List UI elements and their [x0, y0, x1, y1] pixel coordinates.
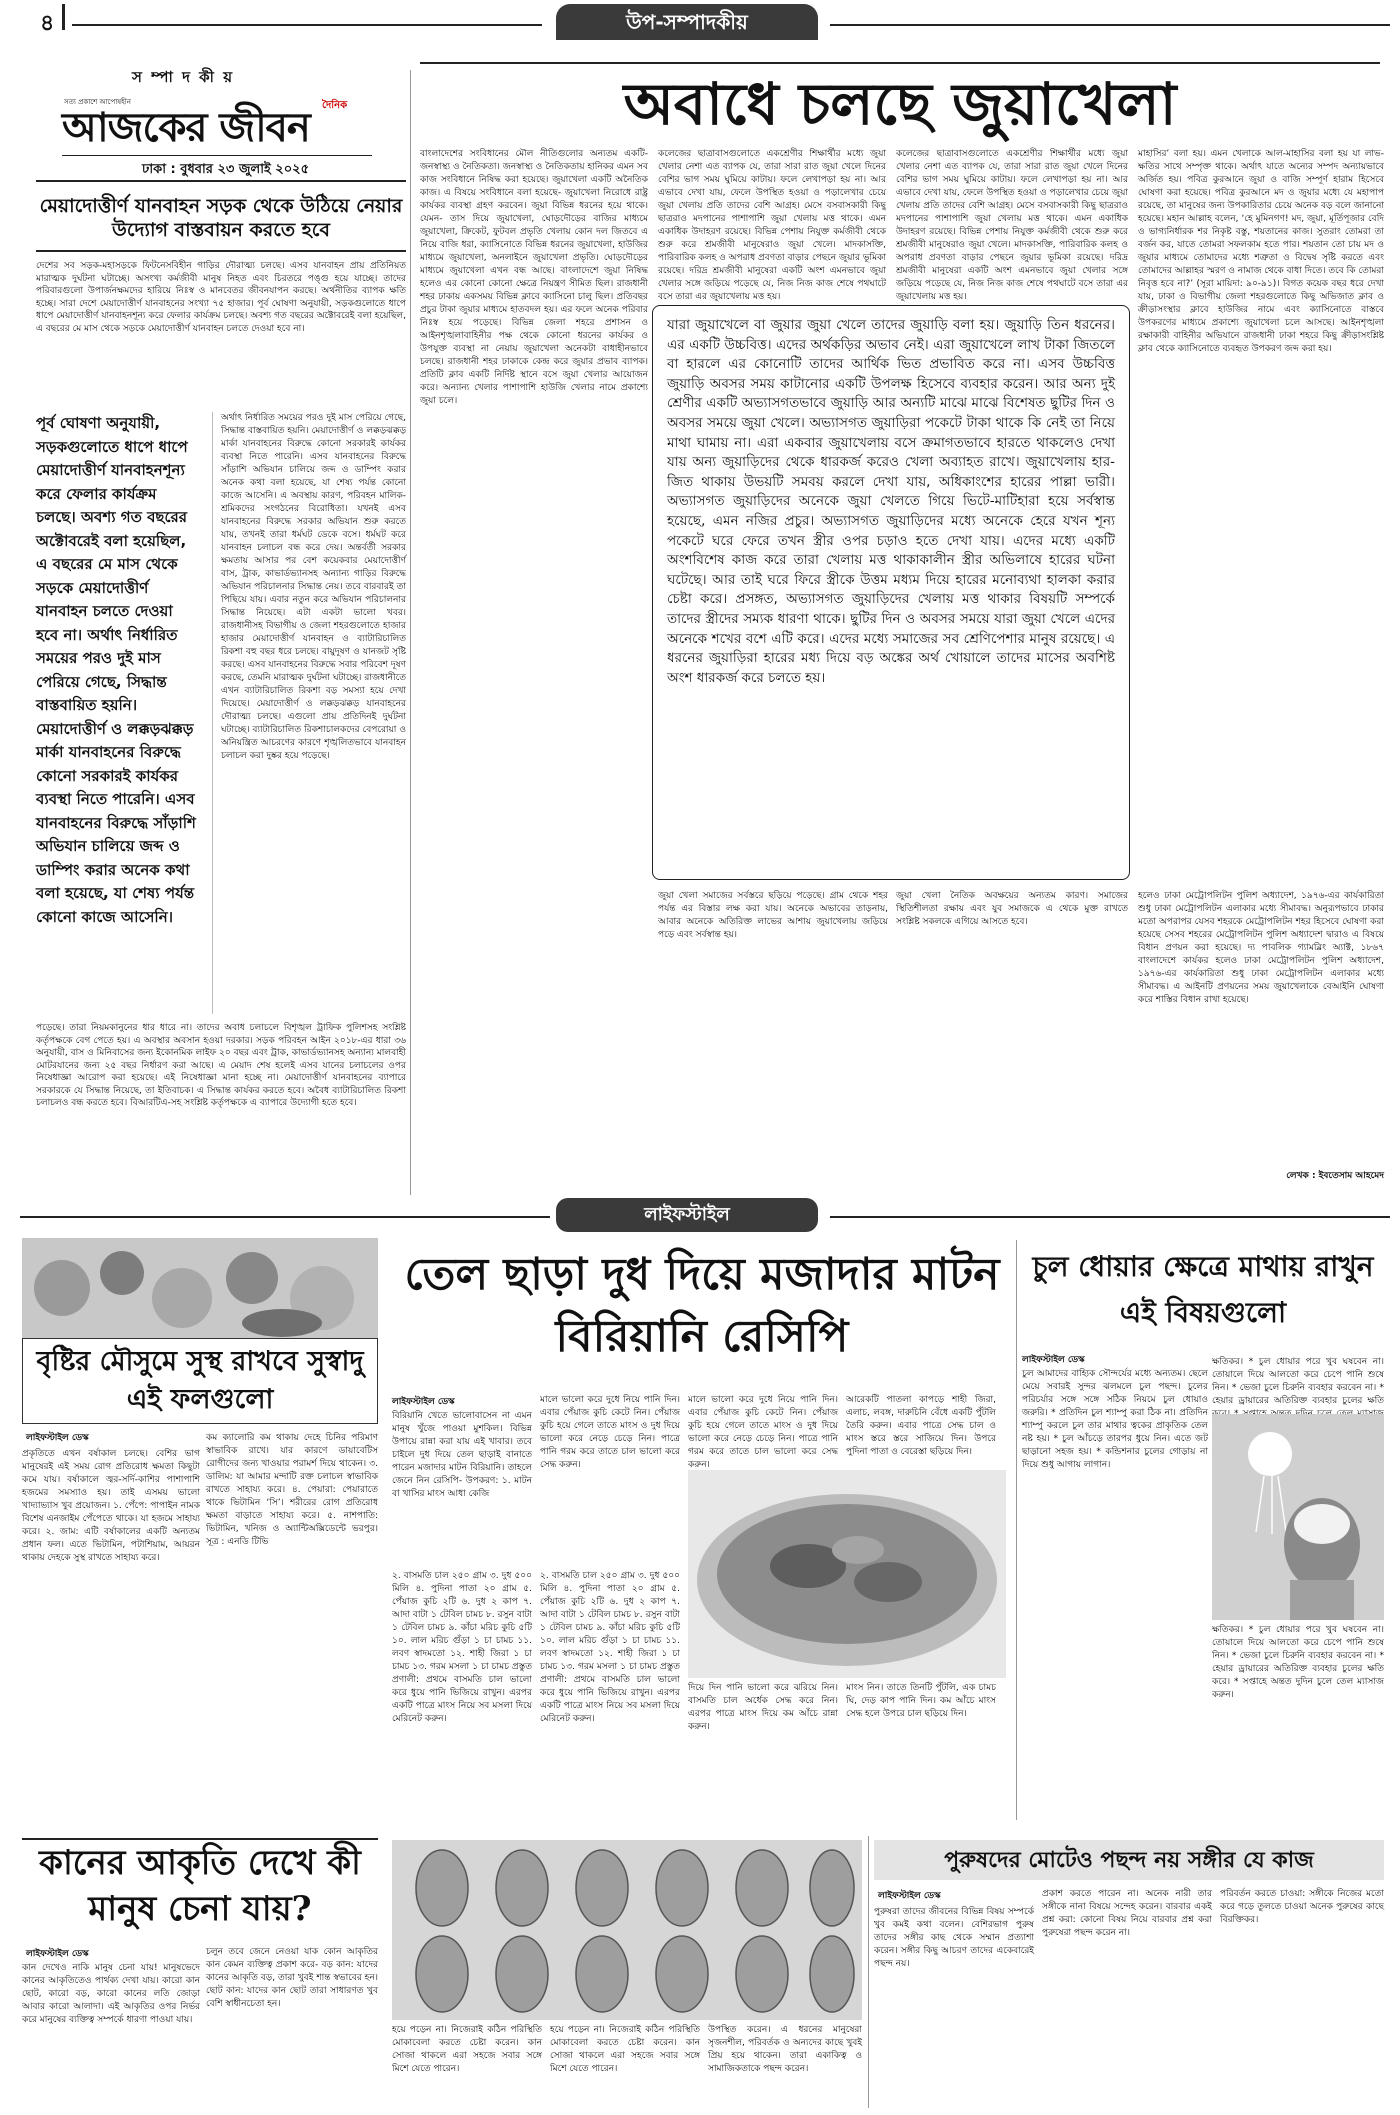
- ear-desk: লাইফস্টাইল ডেস্ক: [26, 1949, 89, 1959]
- partner-body: পুরুষরা তাদের জীবনের বিভিন্ন বিষয় সম্পর্কে খুব কমই কথা বলেন। বেশিরভাগ পুরুষ তাদের সঙ্গীর কাছ থেকে সম্মান প্রত্যাশা করেন। সঙ্গীর কিছু আচরণ তাদের একেবারেই পছন্দ নয়।: [874, 1907, 1034, 1969]
- ears-photo: [392, 1840, 862, 2020]
- ear-body-2: চলুন তবে জেনে নেওয়া যাক কোন আকৃতির কান কেমন ব্যক্তিত্ব প্রকাশ করে- বড় কান: যাদের কানের আকৃতি বড়, তারা খুবই শান্ত স্বভাবের হন। ছোট কান: যাদের কান ছোট তারা সাধারণত খুব বেশি স্বাধীনচেতা হন।: [206, 1947, 378, 2009]
- divider: [830, 1216, 1390, 1218]
- divider: [410, 70, 411, 1195]
- divider: [20, 1216, 550, 1218]
- biryani-desk: লাইফস্টাইল ডেস্ক: [392, 1397, 455, 1407]
- section-tab-lifestyle: লাইফস্টাইল: [556, 1198, 818, 1232]
- divider: [72, 24, 542, 26]
- editorial-side-text: অর্থাৎ নির্ধারিত সময়ের পরও দুই মাস পেরিয়ে গেছে, সিদ্ধান্ত বাস্তবায়িত হয়নি। মেয়াদোত্তীর্ণ ও লক্কড়ঝক্কড় মার্কা যানবাহনের বিরুদ্ধে কোনো সরকারই কার্যকর ব্যবস্থা নিতে পারেনি। এসব যানবাহনের বিরুদ্ধে সাঁড়াশি অভিযান চালিয়ে জব্দ ও ডাম্পিং করার অনেক কথা বলা হয়েছে, যা শেষ্য পর্যন্ত কোনো কাজে আসেনি। এ অবস্থায় কারণ, পরিবহন মালিক-শ্রমিকদের সংগঠনের বিরোধিতা। যখনই এসব যানবাহনের বিরুদ্ধে সরকার অভিযান শুরু করতে যায়, তখনই তারা ধর্মঘট ডেকে বসে। ধর্মঘট করে যানবাহন চলাচল বন্ধ করে দেয়। অন্তর্বর্তী সরকার ক্ষমতায় আসার পর বেশ কয়েকবার মেয়াদোত্তীর্ণ বাস, ট্রাক, কাভার্ডভ্যানসহ অন্যান্য গাড়ির বিরুদ্ধে অভিযান পরিচালনার সিদ্ধান্ত নেয়। তবে বারবারই তা পিছিয়ে যায়। এবার নতুন করে অভিযান পরিচালনার সিদ্ধান্ত নিয়েছে। এটা একটা ভালো খবর। রাজধানীসহ বিভাগীয় ও জেলা শহরগুলোতে হাজার হাজার মেয়াদোত্তীর্ণ যানবাহন ও ব্যাটারিচালিত রিকশা বহু বছর ধরে চলছে। বায়ুদূষণ ও যানজট সৃষ্টি করছে। এসব যানবাহনের বিরুদ্ধে সবার পরিবেশ দূষণ করছে, তেমনি মারাত্মক দুর্ঘটনা ঘটাচ্ছে। রাজধানীতে এখন ব্যাটারিচালিত রিকশা বড় সমস্যা হয়ে দেখা দিয়েছে। মেয়াদোত্তীর্ণ ও লক্কড়ঝক্কড় যানবাহনের দৌরাত্ম্য চলছে। এগুলো প্রায় প্রতিদিনই দুর্ঘটনা ঘটাচ্ছে। ব্যাটারিচালিত রিকশাচালকদের বেপরোয়া ও অনিয়ন্ত্রিত আচরণের কারণে শৃঙ্খলিতভাবে যানবাহন চলাচল করা দুষ্কর হয়ে পড়েছে।: [212, 412, 406, 1014]
- divider: [868, 1836, 869, 2108]
- partner-headline: পুরুষদের মোটেও পছন্দ নয় সঙ্গীর যে কাজ: [874, 1840, 1384, 1880]
- column-text-6: হলেও ঢাকা মেট্রোপলিটন পুলিশ অধ্যাদেশ, ১৯৭৬-এর কার্যকারিতা শুধু ঢাকা মেট্রোপলিটন এলাকার মধ্যে সীমাবদ্ধ। অনুরূপভাবে ঢাকার মতো অপরাপর যেসব শহরকে মেট্রোপলিটন শহর হিসেবে ঘোষণা করা হয়েছে সেসব শহরের মেট্রোপলিটন পুলিশ অধ্যাদেশ দ্বারাও এ বিষয়ে বিধান প্রণয়ন করা হয়েছে। দ্য পাবলিক গ্যামব্লিং অ্যাক্ট, ১৮৬৭ বাংলাদেশে কার্যকর হলেও ঢাকা মেট্রোপলিটন পুলিশ অধ্যাদেশ, ১৯৭৬-এর কার্যকারিতা শুধু ঢাকা মেট্রোপলিটন এলাকার মধ্যে সীমাবদ্ধ। এ আইনটি প্রণয়নের সময় জুয়াখেলাকে বেআইনি ঘোষণা করে শাস্তির বিধান রাখা হয়েছে।: [1138, 891, 1384, 1005]
- ear-body-3b: হয়ে পড়েন না। নিজেরাই কঠিন পরিস্থিতি মোকাবেলা করতে চেষ্টা করেন। কান সোজা থাকলে এরা সহজে সবার সঙ্গে মিশে যেতে পারেন।: [550, 2025, 700, 2074]
- hair-illustration: [1212, 1414, 1384, 1620]
- column-text-4: জুয়া খেলা সমাজের সর্বস্তরে ছড়িয়ে পড়েছে। গ্রাম থেকে শহর পর্যন্ত এর বিস্তার লক্ষ করা যায়। অনেকে অভাবের তাড়নায়, আবার অনেকে অতিরিক্ত লাভের আশায় জুয়াখেলায় জড়িয়ে পড়ে এবং সর্বস্বান্ত হয়।: [658, 891, 888, 940]
- ear-body-3: হয়ে পড়েন না। নিজেরাই কঠিন পরিস্থিতি মোকাবেলা করতে চেষ্টা করেন। কান সোজা থাকলে এরা সহজে সবার সঙ্গে মিশে যেতে পারেন।: [392, 2025, 542, 2074]
- hair-photo: [1212, 1414, 1384, 1620]
- divider: [1016, 1240, 1017, 1820]
- fruits-photo: [22, 1238, 378, 1338]
- column-text-1: বাংলাদেশের সংবিধানের মৌল নীতিগুলোর অন্যতম একটি- জনস্বাস্থ্য ও নৈতিকতা। জনস্বাস্থ্য ও নৈতিকতায় হানিকর এমন সব কাজ সংবিধানে নিষিদ্ধ করা হয়েছে। জুয়াখেলা একটি অনৈতিক কাজ। এ বিষয়ে সংবিধানে বলা হয়েছে- জুয়াখেলা নিরোধে রাষ্ট্র কার্যকর ব্যবস্থা গ্রহণ করবেন। জুয়া বিভিন্ন ধরনের হয়ে থাকে। যেমন- তাস দিয়ে জুয়াখেলা, ঘোড়দৌড়ের বাজির মাধ্যমে জুয়াখেলা, ক্রিকেট, ফুটবল প্রভৃতি খেলায় কোন দল জিতবে এ নিয়ে বাজি ধরা, ক্যাসিনোতে বিভিন্ন ধরনের জুয়াখেলা, হাউজির মাধ্যমে জুয়াখেলা, অনলাইনে জুয়াখেলা প্রভৃতি। ঘোড়দৌড়ের মাধ্যমে জুয়াখেলা এখন বন্ধ আছে। বাংলাদেশে জুয়া নিষিদ্ধ হলেও এর কোনো কোনো ক্ষেত্রে নিয়ন্ত্রণ সীমিত ছিল। রাজধানী শহর ঢাকায় একসময় বিভিন্ন ক্লাবে ক্যাসিনো চালু ছিল। প্রতিবছর প্রচুর টাকা জুয়ার মাধ্যমে হাতবদল হয়। এর ফলে অনেক পরিবার নিঃস্ব হয়ে পড়েছে। বিভিন্ন জেলা শহরে প্রশাসন ও আইনশৃঙ্খলাবাহিনীর পক্ষ থেকে কোনো ধরনের কার্যকর ও উপযুক্ত ব্যবস্থা না নেয়ায় জুয়াখেলা অনেকটা বাধাহীনভাবে চলছে। রাজধানী শহর ঢাকাকে কেন্দ্র করে জুয়ার প্রভাব ব্যাপক। প্রতিটি ক্লাব একটি নির্দিষ্ট স্থানে বসে জুয়া খেলার আয়োজন করে। অন্যান্য খেলার পাশাপাশি হাউজি খেলার নামে প্রকাশ্যে জুয়া চলে।: [420, 149, 648, 406]
- masthead-label: স ম্পা দ কী য়: [132, 68, 235, 86]
- biryani-body-1: মালে ভালো করে দুধে নিয়ে পানি দিন। এবার পেঁয়াজ কুচি কেটে নিন। পেঁয়াজ কুচি হয়ে গেলে তাতে মাংস ও দুধ দিয়ে ভালো করে নেড়ে চেড়ে নিন। পাত্রে পানি গরম করে তাতে চাল ভালো করে সেদ্ধ করুন।: [540, 1395, 680, 1470]
- column-text-2b: কলেজের ছাত্রাবাসগুলোতে একশ্রেণীর শিক্ষার্থীর মধ্যে জুয়া খেলার নেশা এত ব্যাপক যে, তারা সারা রাত জুয়া খেলে দিনের বেশির ভাগ সময় ঘুমিয়ে কাটায়। ফলে লেখাপড়া হয় না। আর এভাবে দেখা যায়, ফেলে উপস্থিত হওয়া ও পড়ালেখার চেয়ে জুয়া খেলায় প্রতি তাদের বেশি আগ্রহ। মেসে বসবাসকারী কিছু ছাত্ররাও মদপানের পাশাপাশি জুয়া খেলায় মত্ত থাকে। এমন একাধিক উদাহরণ রয়েছে। বিভিন্ন পেশায় নিযুক্ত কর্মজীবী থেকে শুরু করে শ্রমজীবী মানুষেরাও জুয়া খেলে। মাদকাসক্তি, পারিবারিক কলহ ও অপরাধ প্রবণতা বাড়ার পেছনে জুয়ার ভূমিকা রয়েছে। দরিদ্র শ্রমজীবী মানুষেরা একটি অংশ এমনভাবে জুয়া খেলার সঙ্গে জড়িয়ে পড়েছে যে, নিজ নিজ কাজ শেষে পথঘাটে বসে তারা এর জুয়াখেলায় মত্ত হয়।: [896, 149, 1128, 302]
- divider: [830, 24, 1390, 26]
- ear-headline: কানের আকৃতি দেখে কী মানুষ চেনা যায়?: [22, 1838, 378, 1934]
- partner-desk: লাইফস্টাইল ডেস্ক: [878, 1891, 941, 1901]
- column-text-3: মাহাসির’ বলা হয়। এমন খেলাকে আল-মাহাসির বলা হয় যা লাভ-ক্ষতির সাথে সম্পৃক্ত থাকে। অর্থাৎ যাতে অন্যের সম্পদ অন্যায়ভাবে অর্জিত হয়। পবিত্র কুরআনে জুয়া ও বাজি সম্পূর্ণ হারাম হিসেবে ঘোষণা করা হয়েছে। পবিত্র কুরআনে মদ ও জুয়ার মধ্যে যে মহাপাপ রয়েছে, তা মানুষের জন্য উপকারিতার চেয়ে অনেক বড় বলে জানানো হয়েছে। মহান আল্লাহ বলেন, ‘হে মুমিনগণ! মদ, জুয়া, মূর্তিপূজার বেদি ও ভাগ্যনির্ধারক শর নিকৃষ্ট বস্তু, শয়তানের কাজ। সুতরাং তোমরা তা বর্জন কর, যাতে তোমরা সফলকাম হতে পার। শয়তান তো চায় মদ ও জুয়ার মাধ্যমে তোমাদের মধ্যে শত্রুতা ও বিদ্বেষ সৃষ্টি করতে এবং তোমাদের আল্লাহর স্মরণ ও নামাজ থেকে বাধা দিতে। তবে কি তোমরা নিবৃত্ত হবে না?’ (সূরা মায়িদা: ৯০-৯১)। বিগত কয়েক বছর ধরে দেখা যায়, ঢাকা ও বিভাগীয় জেলা শহরগুলোতে কিছু অভিজাত ক্লাব ও ক্রীড়াসংস্থার ক্লাবে হাউজির নামে এবং ক্যাসিনোতে বাস্তবে উপকরণের মাধ্যমে প্রকাশ্যে জুয়াখেলা চলে আসছে। আইনশৃঙ্খলা রক্ষাকারী বাহিনীর অভিযানে রাজধানী ঢাকা শহরে কিছু ক্রীড়াসংশ্লিষ্ট ক্লাব থেকে ক্যাসিনোতে ব্যবহৃত উপকরণ জব্দ করা হয়।: [1138, 149, 1384, 354]
- masthead-slogan: সত্য প্রকাশে আপোষহীন: [64, 98, 131, 106]
- ears-illustration: [392, 1840, 862, 2020]
- column-text-2: কলেজের ছাত্রাবাসগুলোতে একশ্রেণীর শিক্ষার্থীর মধ্যে জুয়া খেলার নেশা এত ব্যাপক যে, তারা সারা রাত জুয়া খেলে দিনের বেশির ভাগ সময় ঘুমিয়ে কাটায়। ফলে লেখাপড়া হয় না। আর এভাবে দেখা যায়, ফেলে উপস্থিত হওয়া ও পড়ালেখার চেয়ে জুয়া খেলায় প্রতি তাদের বেশি আগ্রহ। মেসে বসবাসকারী কিছু ছাত্ররাও মদপানের পাশাপাশি জুয়া খেলায় মত্ত থাকে। এমন একাধিক উদাহরণ রয়েছে। বিভিন্ন পেশায় নিযুক্ত কর্মজীবী থেকে শুরু করে শ্রমজীবী মানুষেরাও জুয়া খেলে। মাদকাসক্তি, পারিবারিক কলহ ও অপরাধ প্রবণতা বাড়ার পেছনে জুয়ার ভূমিকা রয়েছে। দরিদ্র শ্রমজীবী মানুষেরা একটি অংশ এমনভাবে জুয়া খেলার সঙ্গে জড়িয়ে পড়েছে যে, নিজ নিজ কাজ শেষে পথঘাটে বসে তারা এর জুয়াখেলায় মত্ত হয়।: [658, 149, 886, 302]
- biryani-illustration: [688, 1470, 1006, 1678]
- hair-intro: চুল আমাদের বাহ্যিক সৌন্দর্যের মধ্যে অন্যতম। ছেলে মেয়ে সবারই সুন্দর ঝলমলে চুল পছন্দ। চুলের পরিচর্যার সঙ্গে সঙ্গে সঠিক নিয়মে চুল ধোয়াও জরুরি। * প্রতিদিন চুল শ্যাম্পু করা ঠিক না। প্রতিদিন শ্যাম্পু করলে চুল তার মাথার ত্বকের প্রাকৃতিক তেল নষ্ট হয়। * চুল আঁচড়ে তারপর ধুয়ে নিন। এতে জট ছাড়ানো সহজ হয়। * কন্ডিশনার চুলের গোড়ায় না দিয়ে শুধু আগায় লাগান।: [1022, 1369, 1208, 1470]
- biryani-ingredients: ২. বাসমতি চাল ২৫০ গ্রাম ৩. দুধ ৫০০ মিলি ৪. পুদিনা পাতা ২০ গ্রাম ৫. পেঁয়াজ কুচি ২টি ৬. দুধ ২ কাপ ৭. আদা বাটা ১ টেবিল চামচ ৮. রসুন বাটা ১ টেবিল চামচ ৯. কাঁচা মরিচ কুচি ৫টি ১০. লাল মরিচ গুঁড়া ১ চা চামচ ১১. লবণ স্বাদমতো ১২. শাহী জিরা ১ চা চামচ ১৩. গরম মসলা ১ চা চামচ প্রস্তুত প্রণালী: প্রথমে বাসমতি চাল ভালো করে ধুয়ে পানি ভিজিয়ে রাখুন। এরপর একটি পাত্রে মাংস নিয়ে সব মসলা দিয়ে মেরিনেট করুন।: [392, 1571, 532, 1724]
- ear-body-4: উপস্থিত করেন। এ ধরনের মানুষেরা সৃজনশীল, পরিবর্তক ও অন্যদের কাছে খুবই প্রিয় হয়ে থাকেন। তারা একাকিত্ব ও সামাজিকতাকে পছন্দ করেন।: [708, 2025, 862, 2074]
- masthead: [22, 58, 392, 178]
- fruits-body: প্রকৃতিতে এখন বর্ষাকাল চলছে। বেশির ভাগ মানুষেরই এই সময় রোগ প্রতিরোধ ক্ষমতা কিছুটা কমে যায়। বর্ষাকালে জ্বর-সর্দি-কাশির পাশাপাশি হজমের সমস্যাও হয়। তাই এসময় ভালো খাদ্যাভ্যাস খুব প্রয়োজন। ১. পেঁপে: পাপাইন নামক বিশেষ এনজাইম পেঁপেতে থাকে। যা হজমে সাহায্য করে। ২. জাম: এটি বর্ষাকালের একটি অন্যতম প্রধান ফল। এতে ভিটামিন, পটাশিয়াম, আয়রন থাকায় দেহকে সুস্থ রাখতে সাহায্য করে।: [22, 1449, 200, 1563]
- column-headline: অবাধে চলছে জুয়াখেলা: [420, 62, 1380, 144]
- masthead-dateline: ঢাকা : বুধবার ২৩ জুলাই ২০২৫: [142, 162, 310, 177]
- biryani-intro: বিরিয়ানি খেতে ভালোবাসেন না এমন মানুষ খুঁজে পাওয়া মুশকিল। বিভিন্ন উপায়ে রান্না করা যায় এই খাবার। তবে চাইলে দুধ দিয়ে তেল ছাড়াই বানাতে পারেন মজাদার মাটন বিরিয়ানি। তাহলে জেনে নিন রেসিপি- উপকরণ: ১. মাটন বা খাসির মাংস আধা কেজি: [392, 1411, 532, 1499]
- partner-body-2: প্রকাশ করতে পারেন না। অনেক নারী তার সঙ্গীকে নানা বিষয়ে সন্দেহ করেন। বারবার একই প্রশ্ন করা: কোনো বিষয় নিয়ে বারবার প্রশ্ন করা পুরুষেরা পছন্দ করেন না।: [1042, 1889, 1212, 1938]
- hair-headline: চুল ধোয়ার ক্ষেত্রে মাথায় রাখুন এই বিষয়গুলো: [1032, 1250, 1374, 1329]
- masthead-daily: দৈনিক: [322, 100, 348, 111]
- partner-body-3: পরিবর্তন করতে চাওয়া: সঙ্গীকে নিজের মতো করে গড়ে তুলতে চাওয়া অনেক পুরুষের কাছে বিরক্তিকর।: [1220, 1889, 1384, 1925]
- biryani-photo: [688, 1470, 1006, 1678]
- fruits-body-2: কম ক্যালোরি কম থাকায় দেহে চিনির পরিমাণ স্বাভাবিক রাখে। যার কারণে ডায়াবেটিস রোগীদের জন্য খাওয়ার পরামর্শ দিয়ে থাকেন। ৩. ডালিম: যা আমার মন্দাটি রক্ত চলাচল স্বাভাবিক রাখতে সাহায্য করে। ৪. পেয়ারা: পেয়ারাতে থাকে ভিটামিন ‘সি’। শরীরের রোগ প্রতিরোধ ক্ষমতা বাড়াতে সাহায্য করে। ৫. নাশপাতি: ভিটামিন, খনিজ ও অ্যান্টিঅক্সিডেন্টে ভরপুর। সূত্র : এনডি টিভি: [206, 1433, 378, 1547]
- biryani-ingredients-2: ২. বাসমতি চাল ২৫০ গ্রাম ৩. দুধ ৫০০ মিলি ৪. পুদিনা পাতা ২০ গ্রাম ৫. পেঁয়াজ কুচি ২টি ৬. দুধ ২ কাপ ৭. আদা বাটা ১ টেবিল চামচ ৮. রসুন বাটা ১ টেবিল চামচ ৯. কাঁচা মরিচ কুচি ৫টি ১০. লাল মরিচ গুঁড়া ১ চা চামচ ১১. লবণ স্বাদমতো ১২. শাহী জিরা ১ চা চামচ ১৩. গরম মসলা ১ চা চামচ প্রস্তুত প্রণালী: প্রথমে বাসমতি চাল ভালো করে ধুয়ে পানি ভিজিয়ে রাখুন। এরপর একটি পাত্রে মাংস নিয়ে সব মসলা দিয়ে মেরিনেট করুন।: [540, 1571, 680, 1724]
- author-line: লেখক : ইবতেসাম আহমেদ: [1286, 1171, 1384, 1181]
- editorial: [36, 180, 406, 1190]
- biryani-body-2: মালে ভালো করে দুধে নিয়ে পানি দিন। এবার পেঁয়াজ কুচি কেটে নিন। পেঁয়াজ কুচি হয়ে গেলে তাতে মাংস ও দুধ দিয়ে ভালো করে নেড়ে চেড়ে নিন। পাত্রে পানি গরম করে তাতে চাল ভালো করে সেদ্ধ করুন।: [688, 1395, 838, 1470]
- pull-quote: যারা জুয়াখেলে বা জুয়ার জুয়া খেলে তাদের জুয়াড়ি বলা হয়। জুয়াড়ি তিন ধরনের। এর একটি উচ্চবিত্ত। এদের অর্থকড়ির অভাব নেই। এরা জুয়াখেলে লাখ টাকা জিতলে বা হারলে এর কোনোটি তাদের আর্থিক ভিত প্রভাবিত করে না। এসব উচ্চবিত্ত জুয়াড়ি অবসর সময় কাটানোর একটি উপলক্ষ হিসেবে ব্যবহার করেন। আর অন্য দুই শ্রেণীর একটি অভ্যাসগতভাবে জুয়াড়ি আর অন্যটি মাঝে মাঝে বিশেষত ছুটির দিন ও অবসর সময়ে জুয়া খেলে। অভ্যাসগত জুয়াড়িরা পকেটে টাকা থাকে কি নেই তা নিয়ে মাথা ঘামায় না। এরা একবার জুয়াখেলায় বসে ক্রমাগতভাবে হারতে থাকলেও দেখা যায় অন্য জুয়াড়িদের থেকে ধারকর্জ করেও খেলা অব্যাহত রাখে। জুয়াখেলায় হার-জিত থাকায় উভয়টি সমবয় করলে দেখা যায়, অধিকাংশের হারের পাল্লা ভারী। অভ্যাসগত জুয়াড়িদের অনেকে জুয়া খেলতে গিয়ে ভিটে-মাটিহারা হয়ে সর্বস্বান্ত হয়েছে, এমন নজির প্রচুর। অভ্যাসগত জুয়াড়িদের মধ্যে অনেকে হেরে যখন শূন্য পকেটে ঘরে ফেরে তখন স্ত্রীর ওপর চড়াও হতে দেখা যায়। এদের মধ্যে একটি অংশবিশেষ কাজ করে তারা খেলায় মত্ত থাকাকালীন স্ত্রীর অভিলাষে হারের ঘটনা ঘটেছে। আর তাই ঘরে ফিরে স্ত্রীকে উত্তম মধ্যম দিয়ে হারের মনোব্যথা হালকা করার চেষ্টা করে। প্রসঙ্গত, অভ্যাসগত জুয়াড়িদের খেলায় মত্ত থাকার বিষয়টি সম্পর্কে তাদের স্ত্রীদের সম্যক ধারণা থাকে। ছুটির দিন ও অবসর সময়ে যারা জুয়া খেলে এদের অনেকে শখের বশে এটি করে। এদের মধ্যে সমাজের সব শ্রেণিপেশার মানুষ রয়েছে। এ ধরনের জুয়াড়িরা হারের মধ্য দিয়ে বড় অঙ্কের অর্থ খোয়ালে তাদের মাসের অবশিষ্ট অংশ ধারকর্জ করে চলতে হয়।: [652, 305, 1130, 880]
- biryani-body-4: দিয়ে দিন পানি ভালো করে ঝরিয়ে নিন। বাসমতি চাল অর্ধেক সেদ্ধ করে নিন। এরপর পাত্রে মাংস দিয়ে কম আঁচে রান্না করুন।: [688, 1683, 838, 1732]
- column-text-5: জুয়া খেলা নৈতিক অবক্ষয়ের অন্যতম কারণ। সমাজের স্থিতিশীলতা রক্ষায় এবং যুব সমাজকে এ থেকে মুক্ত রাখতে সংশ্লিষ্ট সকলকে এগিয়ে আসতে হবে।: [896, 891, 1128, 927]
- hair-desk: লাইফস্টাইল ডেস্ক: [1022, 1355, 1085, 1365]
- section-tab-editorial: উপ-সম্পাদকীয়: [556, 4, 818, 40]
- editorial-headline: মেয়াদোত্তীর্ণ যানবাহন সড়ক থেকে উঠিয়ে নেয়ার উদ্যোগ বাস্তবায়ন করতে হবে: [36, 180, 406, 252]
- fruits-desk: লাইফস্টাইল ডেস্ক: [26, 1433, 89, 1443]
- hair-tail: ক্ষতিকর। * চুল ধোয়ার পরে খুব ঘষবেন না। তোয়ালে দিয়ে আলতো করে চেপে পানি শুষে নিন। * ভেজা চুলে চিরুনি ব্যবহার করবেন না। * হেয়ার ড্রায়ারের অতিরিক্ত ব্যবহার চুলের ক্ষতি করে। * সপ্তাহে অন্তত দুদিন চুলে তেল ম্যাসাজ করুন।: [1212, 1625, 1384, 1700]
- fruits-illustration: [22, 1238, 378, 1338]
- ear-body: কান দেখেও নাকি মানুষ চেনা যায়! মানুষভেদে কানের আকৃতিতেও পার্থক্য দেখা যায়। কারো কান ছোট, কারো বড়, কারো কানের লতি জোড়া আবার কারো আলাদা। এই আকৃতির ওপর নির্ভর করে মানুষের ব্যক্তিত্ব সম্পর্কে ধারণা পাওয়া যায়।: [22, 1963, 200, 2025]
- page-number: ৪: [40, 11, 55, 36]
- masthead-name: আজকের জীবন: [62, 104, 310, 151]
- editorial-intro: দেশের সব সড়ক-মহাসড়কে ফিটনেসবিহীন গাড়ির দৌরাত্ম্য চলছে। এসব যানবাহন প্রায় প্রতিনিয়ত মারাত্মক দুর্ঘটনা ঘটাচ্ছে। অসংখ্য কর্মজীবী মানুষ নিহত এবং চিরতরে পঙ্গু হয়ে যাচ্ছে। তাদের পরিবারগুলো উপার্জনক্ষমদের হারিয়ে নিঃস্ব ও মানবেতর জীবনযাপন করছে। অর্থনীতির ব্যাপক ক্ষতি হচ্ছে। সারা দেশে মেয়াদোত্তীর্ণ যানবাহনের সংখ্যা ৭৫ হাজার। পূর্ব ঘোষণা অনুযায়ী, সড়কগুলোতে ধাপে ধাপে মেয়াদোত্তীর্ণ যানবাহনশূন্য করে ফেলার কার্যক্রম চলছে। অবশ্য গত বছরের অক্টোবরেই বলা হয়েছিল, এ বছরের মে মাস থেকে সড়কে মেয়াদোত্তীর্ণ যানবাহন চলতে দেওয়া হবে না।: [36, 261, 406, 334]
- biryani-headline: তেল ছাড়া দুধ দিয়ে মজাদার মাটন বিরিয়ানি রেসিপি: [404, 1249, 1000, 1362]
- divider: [62, 4, 65, 30]
- biryani-body-5: মাংস নিন। তাতে তিনটি পুঁটলি, এক চামচ ঘি, দেড় কাপ পানি দিন। কম আঁচে মাংস সেদ্ধ হলে উপরে চাল ছড়িয়ে দিন।: [846, 1683, 996, 1719]
- biryani-body-3: আরেকটি পাতলা কাপড়ে শাহী জিরা, এলাচ, লবঙ্গ, দারুচিনি বেঁধে একটি পুঁটলি তৈরি করুন। এবার পাত্রে সেদ্ধ চাল ও মাংস স্তরে স্তরে সাজিয়ে দিন। উপরে পুদিনা পাতা ও বেরেস্তা ছড়িয়ে দিন।: [846, 1395, 996, 1457]
- editorial-pull-text: পূর্ব ঘোষণা অনুযায়ী, সড়কগুলোতে ধাপে ধাপে মেয়াদোত্তীর্ণ যানবাহনশূন্য করে ফেলার কার্যক্রম চলছে। অবশ্য গত বছরের অক্টোবরেই বলা হয়েছিল, এ বছরের মে মাস থেকে সড়কে মেয়াদোত্তীর্ণ যানবাহন চলতে দেওয়া হবে না। অর্থাৎ নির্ধারিত সময়ের পরও দুই মাস পেরিয়ে গেছে, সিদ্ধান্ত বাস্তবায়িত হয়নি। মেয়াদোত্তীর্ণ ও লক্কড়ঝক্কড় মার্কা যানবাহনের বিরুদ্ধে কোনো সরকারই কার্যকর ব্যবস্থা নিতে পারেনি। এসব যানবাহনের বিরুদ্ধে সাঁড়াশি অভিযান চালিয়ে জব্দ ও ডাম্পিং করার অনেক কথা বলা হয়েছে, যা শেষ্য পর্যন্ত কোনো কাজে আসেনি।: [36, 414, 196, 926]
- hair-tail-top: ক্ষতিকর। * চুল ধোয়ার পরে খুব ঘষবেন না। তোয়ালে দিয়ে আলতো করে চেপে পানি শুষে নিন। * ভেজা চুলে চিরুনি ব্যবহার করবেন না। * হেয়ার ড্রায়ারের অতিরিক্ত ব্যবহার চুলের ক্ষতি: [1212, 1357, 1384, 1406]
- editorial-tail-text: পড়েছে। তারা নিয়মকানুনের ধার ধারে না। তাদের অবাধ চলাচলে বিশৃঙ্খল ট্রাফিক পুলিশসহ সংশ্লিষ্ট কর্তৃপক্ষকে বেগ পেতে হয়। এ অবস্থার অবসান হওয়া দরকার। সড়ক পরিবহন আইন ২০১৮-এর ধারা ৩৬ অনুযায়ী, বাস ও মিনিবাসের জন্য ইকোনমিক লাইফ ২০ বছর এবং ট্রাক, কাভার্ডভ্যানসহ অন্যান্য মালবাহী মোটরযানের জন্য ২৫ বছর নির্ধারণ করা আছে। এ মেয়াদ শেষ হলেই এসব যানের চলাচলের ওপর নিষেধাজ্ঞা আরোপ করা হয়েছে। এই নিষেধাজ্ঞা মানা হচ্ছে না। মেয়াদোত্তীর্ণ যানবাহনের ব্যাপারে সরকারকে যে সিদ্ধান্ত নিয়েছে, তা ইতিবাচক। এ সিদ্ধান্ত কার্যকর করতে হবে। অবৈধ ব্যাটারিচালিত রিকশা চলাচলও বন্ধ করতে হবে। বিআরটিএ-সহ সংশ্লিষ্ট কর্তৃপক্ষকে এ ব্যাপারে উদ্যোগী হতে হবে।: [36, 1023, 406, 1108]
- fruits-headline: বৃষ্টির মৌসুমে সুস্থ রাখবে সুস্বাদু এই ফলগুলো: [22, 1338, 378, 1424]
